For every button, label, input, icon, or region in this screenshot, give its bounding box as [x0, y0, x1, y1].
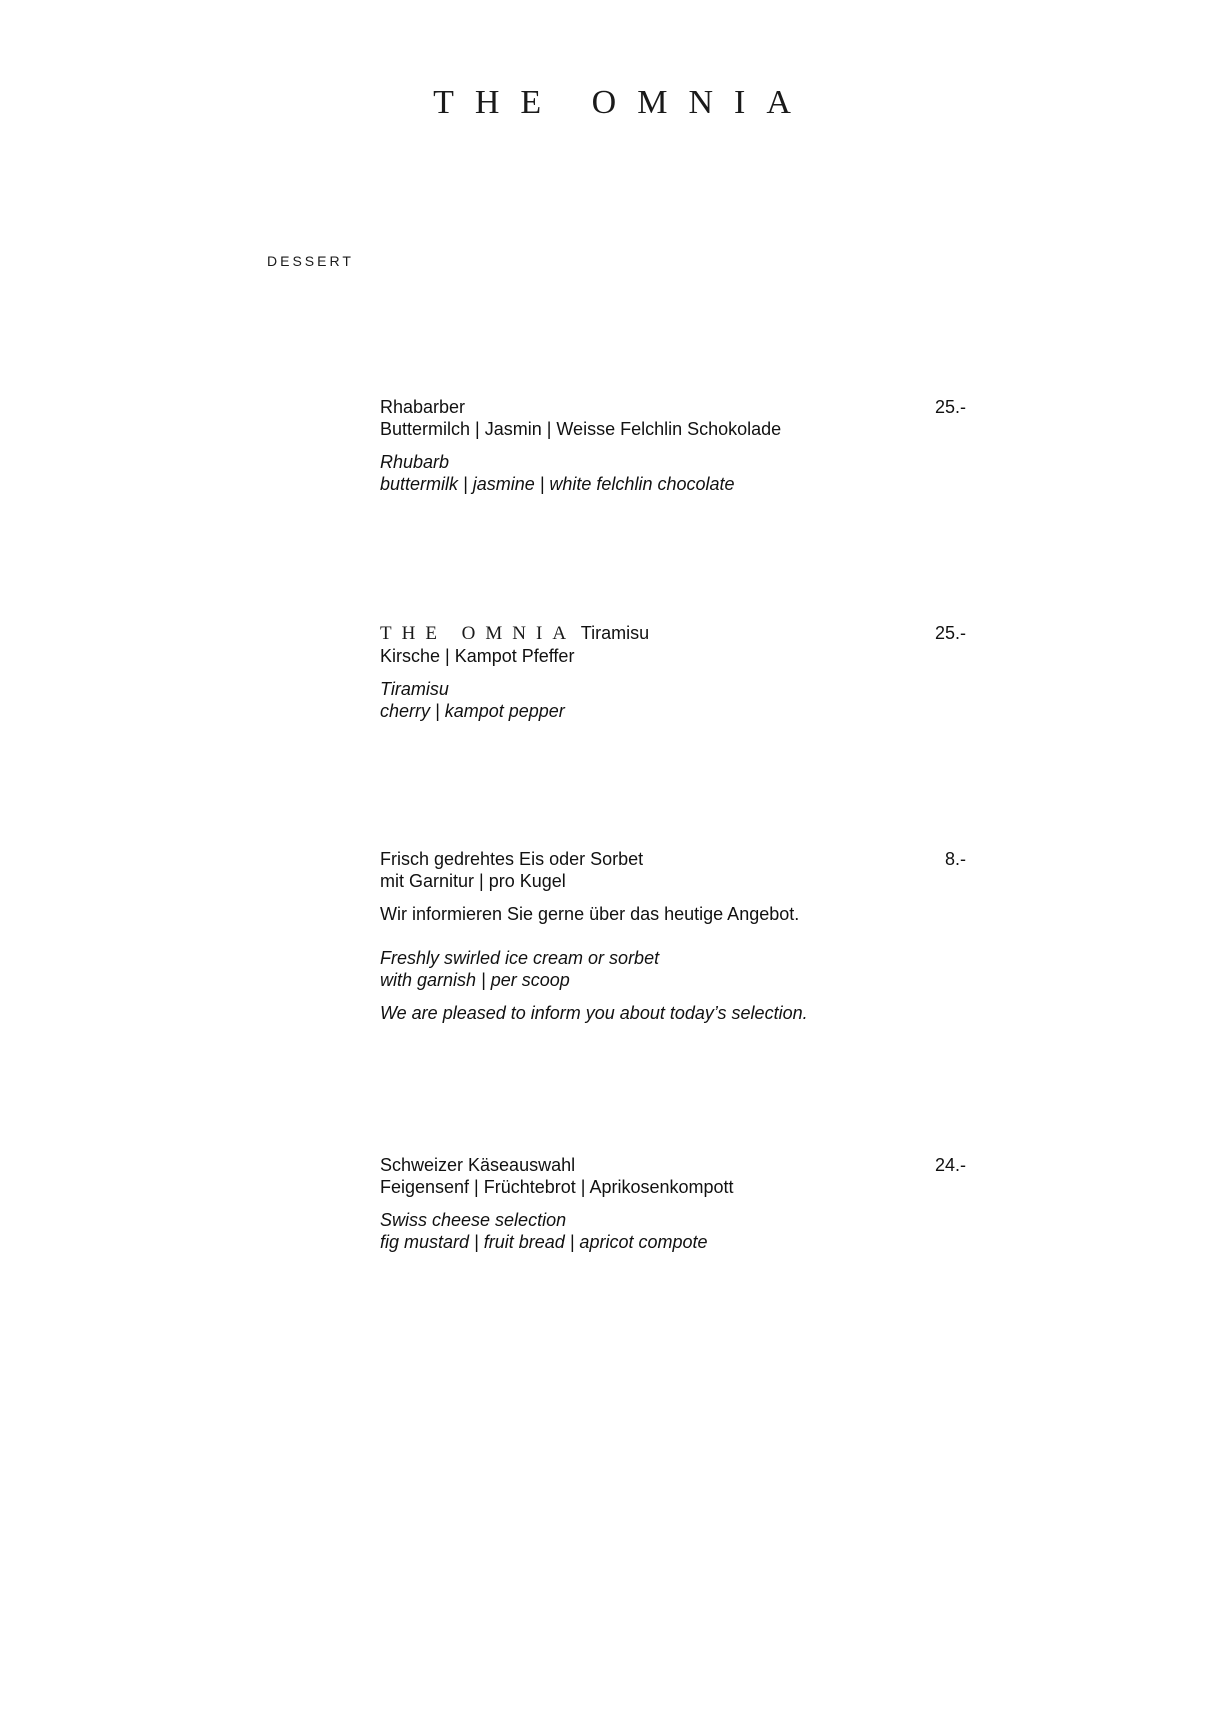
dish-desc-de: Kirsche | Kampot Pfeffer [380, 646, 575, 666]
dish-price: 25.- [934, 623, 966, 643]
dish-name-en: Swiss cheese selection [380, 1210, 567, 1230]
dish-name-de: Schweizer Käseauswahl [380, 1155, 576, 1175]
dish-price: 25.- [934, 397, 966, 417]
menu-item-cheese [380, 1154, 966, 1253]
menu-item-ice-cream [380, 848, 966, 1024]
dish-price: 8.- [944, 849, 966, 869]
dish-desc-en: cherry | kampot pepper [380, 701, 565, 721]
dish-note-de: Wir informieren Sie gerne über das heutige Angebot. [380, 904, 800, 924]
dish-name-en: Freshly swirled ice cream or sorbet [380, 948, 660, 968]
dish-name-en: Rhubarb [380, 452, 450, 472]
dish-desc-en: fig mustard | fruit bread | apricot compote [380, 1232, 708, 1252]
section-title: DESSERT [267, 253, 354, 269]
dish-name-de: Rhabarber [380, 397, 466, 417]
dish-note-en: We are pleased to inform you about today’s selection. [380, 1003, 808, 1023]
menu-item-rhabarber [380, 396, 966, 495]
dish-desc-de: Feigensenf | Früchtebrot | Aprikosenkompott [380, 1177, 734, 1197]
dish-name-de [380, 622, 966, 645]
menu-item-tiramisu [380, 622, 966, 722]
dish-desc-de: Buttermilch | Jasmin | Weisse Felchlin Schokolade [380, 419, 782, 439]
dish-desc-en: with garnish | per scoop [380, 970, 570, 990]
dish-desc-de: mit Garnitur | pro Kugel [380, 871, 566, 891]
dish-desc-en: buttermilk | jasmine | white felchlin chocolate [380, 474, 735, 494]
dish-name-de-text: Tiramisu [580, 623, 650, 643]
dish-name-en: Tiramisu [380, 679, 449, 699]
dish-name-de: Frisch gedrehtes Eis oder Sorbet [380, 849, 644, 869]
brand-logo: THE OMNIA [433, 84, 812, 121]
dish-price: 24.- [934, 1155, 966, 1175]
brand-inline-logo: THE OMNIA [380, 623, 577, 644]
